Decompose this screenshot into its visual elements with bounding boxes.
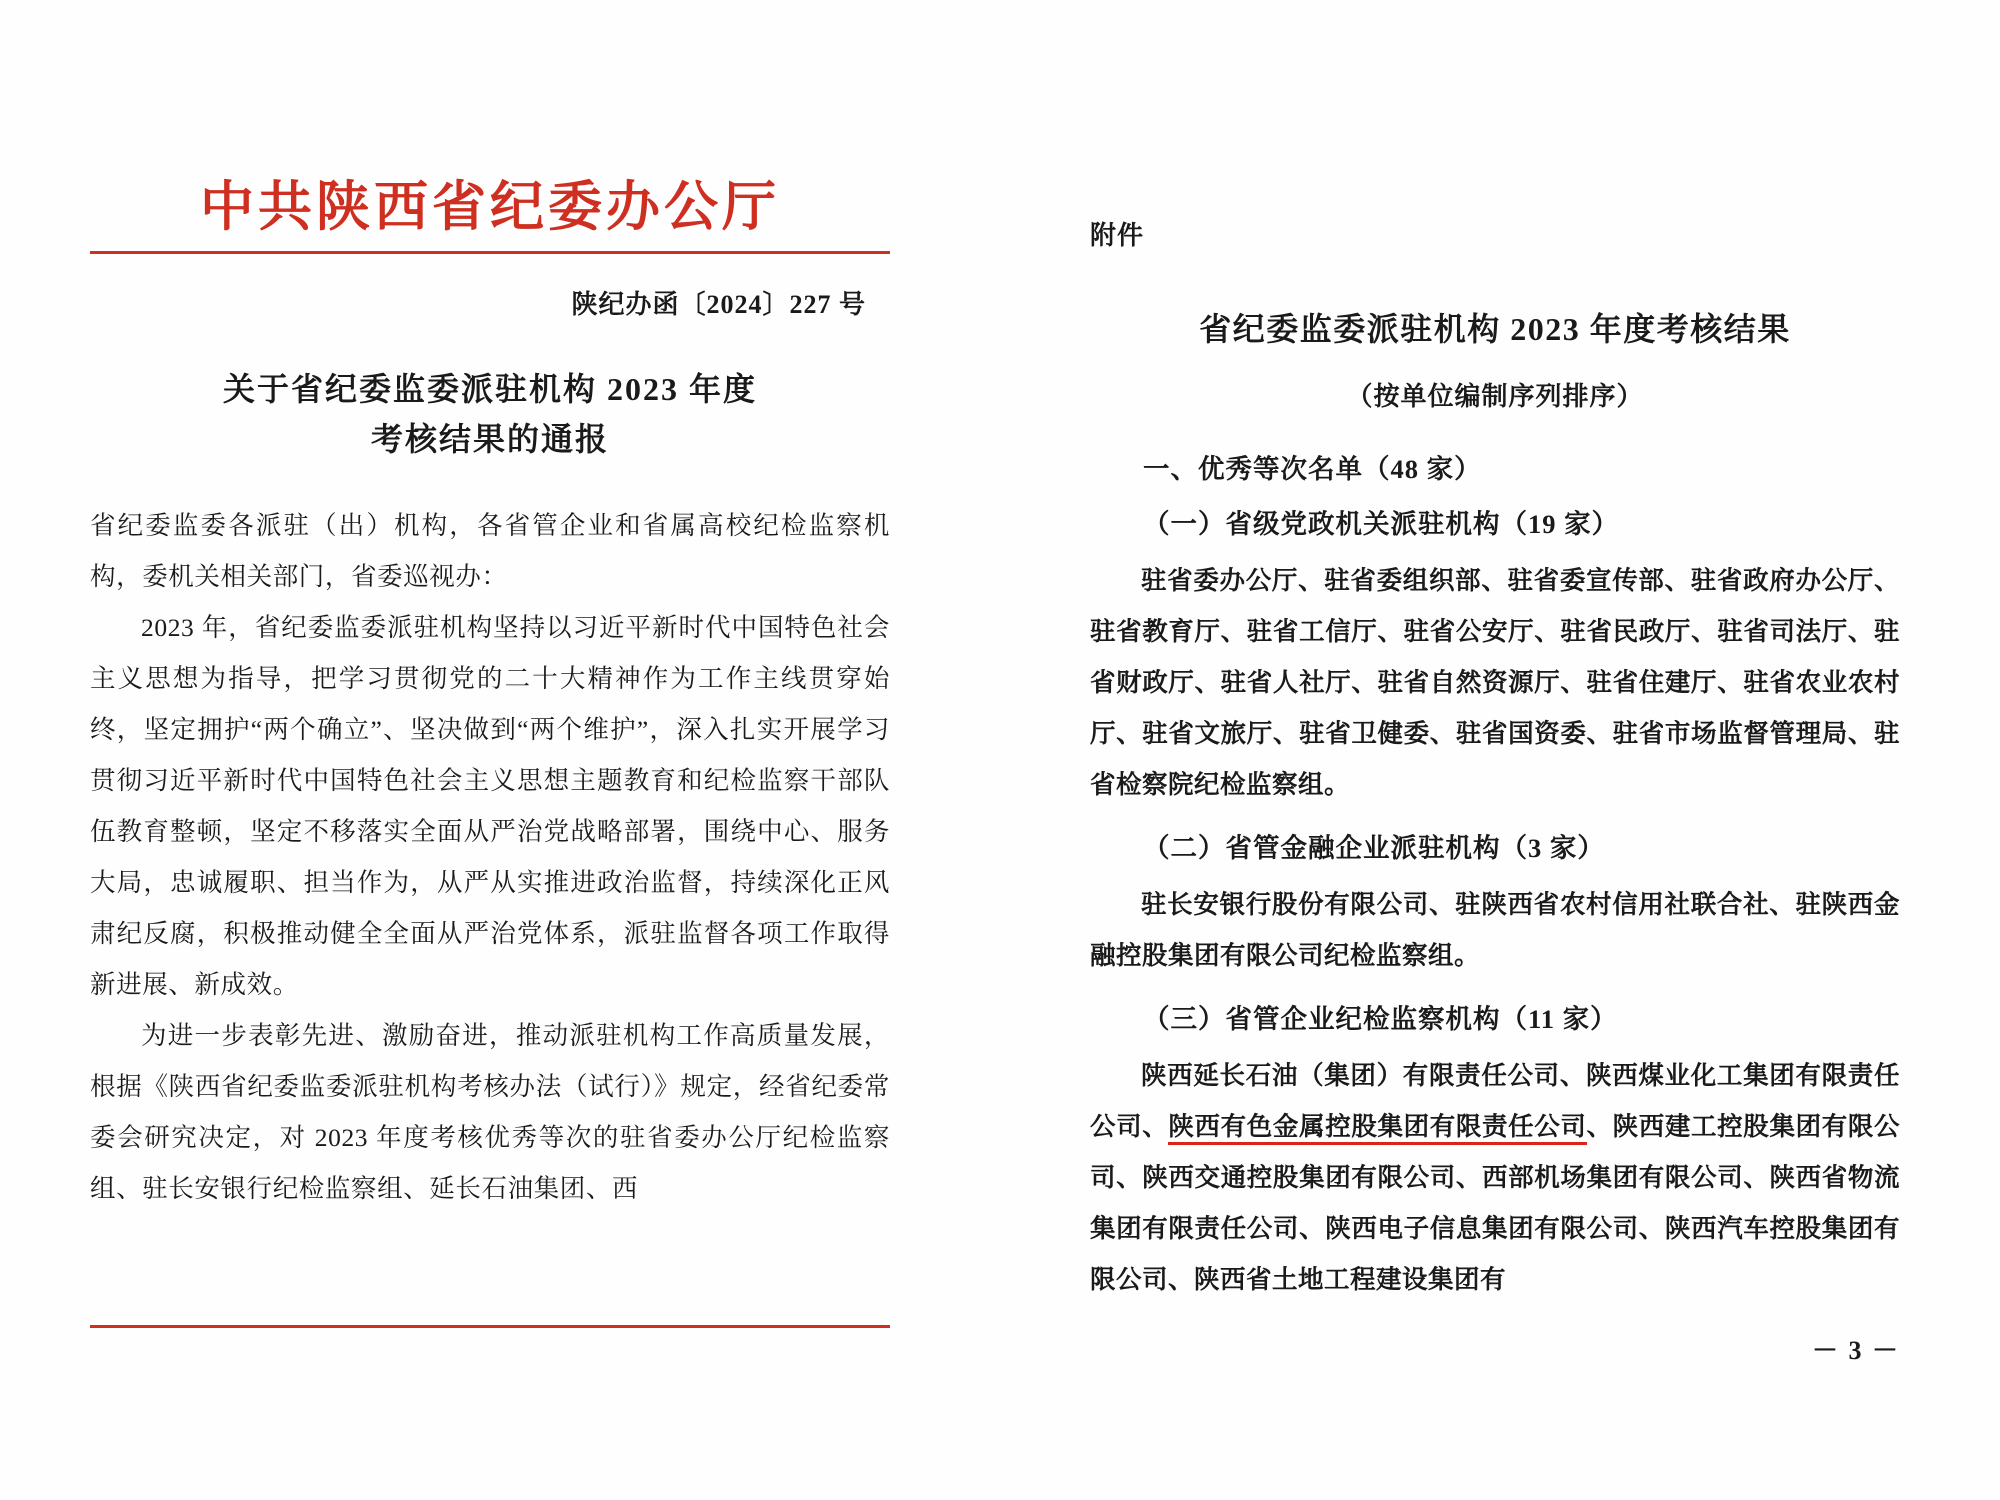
subsection-body-2: 驻长安银行股份有限公司、驻陕西省农村信用社联合社、驻陕西金融控股集团有限公司纪检监察组。 bbox=[1090, 890, 1900, 970]
page-title-line-2: 考核结果的通报 bbox=[370, 420, 609, 457]
page-number: － 3 － bbox=[1811, 1336, 1900, 1365]
left-document-body bbox=[90, 500, 890, 1214]
body-paragraph-3: 为进一步表彰先进、激励奋进，推动派驻机构工作高质量发展，根据《陕西省纪委监委派驻机构考核办法（试行）》规定，经省纪委常委会研究决定，对 2023 年度考核优秀等次的驻省委办公厅纪检监察组、驻长安银行纪检监察组、延长石油集团、西 bbox=[90, 1021, 890, 1204]
subsection-heading-1: （一）省级党政机关派驻机构（19 家） bbox=[1143, 509, 1620, 539]
right-document bbox=[1090, 215, 1900, 1305]
body-paragraph-2: 2023 年，省纪委监委派驻机构坚持以习近平新时代中国特色社会主义思想为指导，把学习贯彻党的二十大精神作为工作主线贯穿始终，坚定拥护“两个确立”、坚决做到“两个维护”，深入扎实开展学习贯彻习近平新时代中国特色社会主义思想主题教育和纪检监察干部队伍教育整顿，坚定不移落实全面从严治党战略部署，围绕中心、服务大局，忠诚履职、担当作为，从严从实推进政治监督，持续深化正风肃纪反腐，积极推动健全全面从严治党体系，派驻监督各项工作取得新进展、新成效。 bbox=[90, 613, 890, 1000]
subsection-body-3-part-1: 陕西延长石油（集团）有限责任公司、陕西煤业化工集团有限责任公司、 bbox=[1090, 1061, 1900, 1141]
page-title-line-1: 关于省纪委监委派驻机构 2023 年度 bbox=[222, 371, 757, 408]
masthead-divider bbox=[90, 251, 890, 254]
document-number: 陕纪办函〔2024〕227 号 bbox=[571, 290, 866, 320]
subsection-body-3 bbox=[1090, 1050, 1900, 1305]
subsection-heading-2: （二）省管金融企业派驻机构（3 家） bbox=[1143, 833, 1605, 863]
page-title bbox=[90, 365, 890, 464]
left-document bbox=[90, 175, 890, 1214]
highlighted-company-name: 陕西有色金属控股集团有限责任公司 bbox=[1168, 1112, 1586, 1145]
attachment-subtitle: （按单位编制序列排序） bbox=[1346, 382, 1644, 411]
subsection-heading-3: （三）省管企业纪检监察机构（11 家） bbox=[1143, 1004, 1618, 1034]
masthead-title: 中共陕西省纪委办公厅 bbox=[200, 174, 780, 238]
section-heading-1: 一、优秀等次名单（48 家） bbox=[1143, 454, 1482, 484]
footer-divider bbox=[90, 1325, 890, 1328]
subsection-body-3-part-2: 、陕西建工控股集团有限公司、陕西交通控股集团有限公司、西部机场集团有限公司、陕西省物流集团有限责任公司、陕西电子信息集团有限公司、陕西汽车控股集团有限公司、陕西省土地工程建设集团有 bbox=[1090, 1112, 1900, 1294]
attachment-title: 省纪委监委派驻机构 2023 年度考核结果 bbox=[1199, 311, 1791, 347]
attachment-label: 附件 bbox=[1090, 221, 1145, 250]
subsection-body-1: 驻省委办公厅、驻省委组织部、驻省委宣传部、驻省政府办公厅、驻省教育厅、驻省工信厅、驻省公安厅、驻省民政厅、驻省司法厅、驻省财政厅、驻省人社厅、驻省自然资源厅、驻省住建厅、驻省农业农村厅、驻省文旅厅、驻省卫健委、驻省国资委、驻省市场监督管理局、驻省检察院纪检监察组。 bbox=[1090, 566, 1900, 799]
body-paragraph-1: 省纪委监委各派驻（出）机构，各省管企业和省属高校纪检监察机构，委机关相关部门，省委巡视办： bbox=[90, 511, 890, 592]
